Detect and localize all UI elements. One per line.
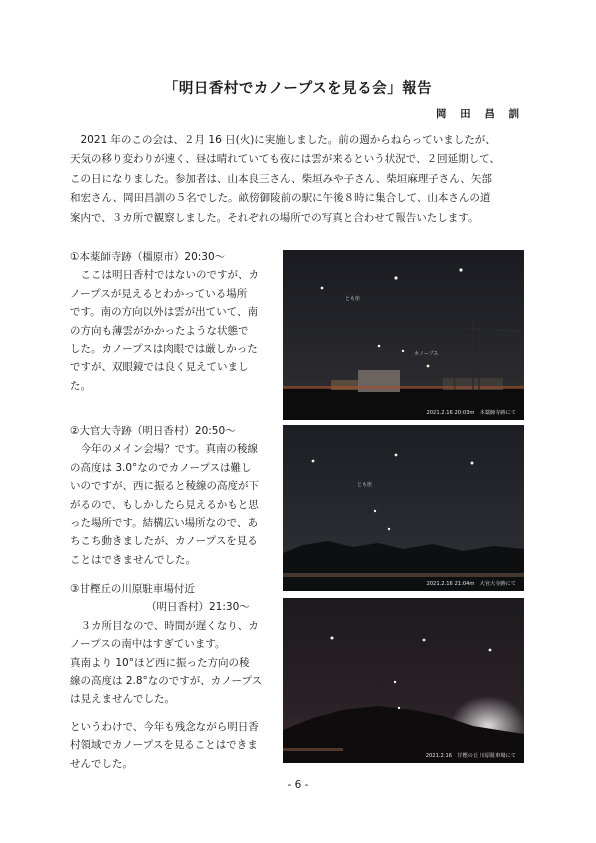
section-line: 線の高度は 2.8°なのですが、カノープス [70,675,263,688]
intro-line: 和宏さん、岡田昌訓の５名でした。畝傍御陵前の駅に午後８時に集合して、山本さんの道 [70,192,491,205]
photo-daikandaiji [283,425,524,591]
section-line: ですが、双眼鏡では良く見えていまし [70,361,249,374]
night-scene-1 [283,250,524,420]
section-heading: ②大官大寺跡（明日香村）20:50～ [70,425,236,437]
page-number: - 6 - [287,779,309,791]
section-heading: ③甘樫丘の川原駐車場付近 [70,583,195,595]
intro-line: 天気の移り変わりが速く、昼は晴れていても夜には雲が来るという状況で、２回延期して、 [70,153,500,166]
photo-motoyakushiji [283,250,524,420]
photo-caption: 2021.2.16 21:04m 大官大寺跡にて [426,581,516,587]
photo-caption: 2021.2.16 甘樫の丘 川原駐車場にて [425,753,516,759]
intro-line: この日になりました。参加者は、山本良三さん、柴垣みや子さん、柴垣麻理子さん、矢部 [70,172,492,185]
section-line: です。南の方向以外は雲が出ていて、南 [70,306,258,319]
constellation-label: とも座 [357,482,373,488]
section-motoyakushiji [70,248,275,395]
section-line: 今年のメイン会場？です。真南の稜線 [70,443,258,456]
section-line: ここは明日香村ではないのですが、カ [70,269,259,282]
section-line: いのですが、西に振ると稜線の高度が下 [70,480,259,493]
section-line: ちこち動きましたが、カノープスを見る [70,535,258,548]
night-scene-3 [283,598,524,763]
section-line: の方向も薄雲がかかったような状態で [70,324,249,337]
section-line: の高度は 3.0°なのでカノープスは難し [70,461,252,474]
section-subheading: （明日香村）21:30～ [146,601,250,614]
canopus-label: カノープス [414,351,439,357]
section-line: 真南より 10°ほど西に振った方向の稜 [70,656,250,669]
intro-line: 2021 年のこの会は、２月 16 日(火)に実施しました。前の週からねらっていましたが、 [70,134,496,146]
section-heading: ①本薬師寺跡（橿原市）20:30～ [70,251,226,263]
photo-amakashi [283,598,524,763]
author-name: 岡 田 昌 訓 [436,108,524,120]
page-title: 「明日香村でカノープスを見る会」報告 [163,81,433,97]
intro-line: 案内で、３カ所で観察しました。それぞれの場所での写真と合わせて報告いたします。 [70,211,479,224]
section-amakashi [70,580,275,709]
section-line: ことはできませんでした。 [70,553,196,566]
section-line: ノープスの南中はすぎています。 [70,638,226,651]
section-line: ３カ所目なので、時間が遅くなり、カ [70,619,259,632]
closing-line: 村領域でカノープスを見ることはできま [70,739,258,752]
section-line: った場所です。結構広い場所なので、あ [70,517,258,530]
section-line: ノープスが見えるとわかっている場所 [70,287,248,300]
section-line: は見えませんでした。 [70,693,175,706]
closing-line: というわけで、今年も残念ながら明日香 [70,721,259,733]
section-daikandaiji [70,422,275,569]
intro-paragraph [70,131,526,228]
section-line: た。 [70,379,91,392]
closing-paragraph [70,718,275,773]
section-line: がるので、もしかしたら見えるかもと思 [70,498,259,511]
section-line: した。カノープスは肉眼では厳しかった [70,343,258,356]
constellation-label: とも座 [345,296,361,302]
closing-line: せんでした。 [70,757,133,770]
night-scene-2 [283,425,524,591]
photo-caption: 2021.2.16 20:03m 本薬師寺跡にて [426,410,516,416]
